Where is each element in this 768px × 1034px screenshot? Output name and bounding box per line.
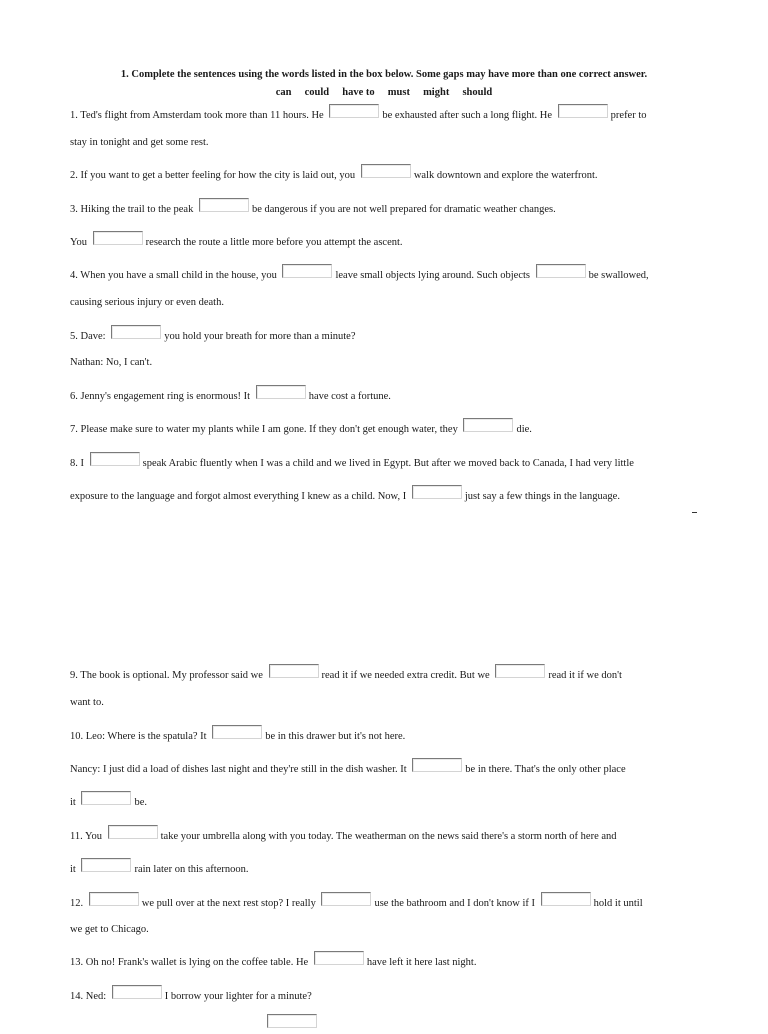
sentence-line	[70, 829, 617, 845]
word-bank: can could have to must might should	[275, 87, 493, 98]
sentence-line	[70, 456, 634, 472]
sentence-text: 7. Please make sure to water my plants while I am gone. If they don't get enough water, they	[70, 424, 461, 435]
sentence-text: Nancy: I just did a load of dishes last night and they're still in the dish washer. It	[70, 764, 410, 775]
sentence-text: read it if we needed extra credit. But we	[321, 670, 493, 681]
sentence-text: 9. The book is optional. My professor said we	[70, 670, 266, 681]
sentence-line	[70, 668, 622, 684]
sentence-text: speak Arabic fluently when I was a child and we lived in Egypt. But after we moved back to Canada, I had very little	[142, 458, 634, 469]
answer-gap-input[interactable]	[112, 985, 162, 999]
sentence-text: use the bathroom and I don't know if I	[374, 898, 538, 909]
sentence-text: 10. Leo: Where is the spatula? It	[70, 731, 210, 742]
sentence-line	[70, 955, 476, 971]
sentence-text: exposure to the language and forgot almost everything I knew as a child. Now, I	[70, 491, 409, 502]
sentence-text: take your umbrella along with you today. The weatherman on the news said there's a storm north of here and	[160, 831, 617, 842]
answer-gap-input[interactable]	[321, 892, 371, 906]
sentence-line	[70, 989, 312, 1005]
sentence-text: research the route a little more before you attempt the ascent.	[145, 237, 403, 248]
sentence-line	[70, 135, 209, 151]
sentence-text: 12.	[70, 898, 86, 909]
sentence-text: it	[70, 797, 79, 808]
sentence-text: 5. Dave:	[70, 331, 109, 342]
sentence-text: it	[70, 864, 79, 875]
sentence-line	[70, 695, 104, 711]
sentence-line	[70, 355, 152, 371]
sentence-text: have left it here last night.	[366, 957, 477, 968]
sentence-line	[264, 1018, 320, 1034]
sentence-line	[70, 922, 149, 938]
sentence-line	[70, 329, 355, 345]
sentence-line	[70, 489, 620, 505]
sentence-text: 6. Jenny's engagement ring is enormous! It	[70, 391, 253, 402]
sentence-text: Nathan: No, I can't.	[70, 357, 153, 368]
answer-gap-input[interactable]	[108, 825, 158, 839]
sentence-text: die.	[516, 424, 532, 435]
sentence-line	[70, 389, 391, 405]
sentence-text: 3. Hiking the trail to the peak	[70, 204, 196, 215]
sentence-text: prefer to	[610, 110, 647, 121]
sentence-text: we get to Chicago.	[70, 924, 149, 935]
sentence-text: rain later on this afternoon.	[134, 864, 249, 875]
sentence-line	[70, 202, 556, 218]
answer-gap-input[interactable]	[412, 485, 462, 499]
sentence-text: You	[70, 237, 90, 248]
answer-gap-input[interactable]	[495, 664, 545, 678]
answer-gap-input[interactable]	[329, 104, 379, 118]
sentence-text: 14. Ned:	[70, 991, 109, 1002]
answer-gap-input[interactable]	[269, 664, 319, 678]
answer-gap-input[interactable]	[111, 325, 161, 339]
answer-gap-input[interactable]	[93, 231, 143, 245]
sentence-text: causing serious injury or even death.	[70, 297, 224, 308]
sentence-text: be in there. That's the only other place	[465, 764, 626, 775]
answer-gap-input[interactable]	[412, 758, 462, 772]
sentence-text: be dangerous if you are not well prepared for dramatic weather changes.	[251, 204, 556, 215]
sentence-text: be exhausted after such a long flight. He	[382, 110, 555, 121]
sentence-line	[70, 108, 647, 124]
sentence-line	[70, 168, 598, 184]
answer-gap-input[interactable]	[558, 104, 608, 118]
answer-gap-input[interactable]	[89, 892, 139, 906]
sentence-text: have cost a fortune.	[308, 391, 391, 402]
sentence-text: be swallowed,	[588, 270, 649, 281]
answer-gap-input[interactable]	[267, 1014, 317, 1028]
sentence-line	[70, 795, 147, 811]
sentence-text: be in this drawer but it's not here.	[265, 731, 406, 742]
answer-gap-input[interactable]	[361, 164, 411, 178]
sentence-text: 13. Oh no! Frank's wallet is lying on the coffee table. He	[70, 957, 311, 968]
sentence-line	[70, 422, 532, 438]
sentence-line	[70, 762, 626, 778]
answer-gap-input[interactable]	[199, 198, 249, 212]
sentence-text: read it if we don't	[548, 670, 622, 681]
answer-gap-input[interactable]	[81, 858, 131, 872]
sentence-text: you hold your breath for more than a minute?	[164, 331, 356, 342]
sentence-text: walk downtown and explore the waterfront.	[413, 170, 598, 181]
sentence-text: 1. Ted's flight from Amsterdam took more than 11 hours. He	[70, 110, 327, 121]
answer-gap-input[interactable]	[282, 264, 332, 278]
answer-gap-input[interactable]	[256, 385, 306, 399]
sentence-text: 11. You	[70, 831, 105, 842]
sentence-line	[70, 268, 649, 284]
sentence-text: stay in tonight and get some rest.	[70, 137, 209, 148]
sentence-text: we pull over at the next rest stop? I really	[141, 898, 319, 909]
sentence-text: leave small objects lying around. Such objects	[335, 270, 533, 281]
sentence-text: hold it until	[593, 898, 643, 909]
answer-gap-input[interactable]	[541, 892, 591, 906]
sentence-line	[70, 235, 403, 251]
answer-gap-input[interactable]	[536, 264, 586, 278]
sentence-text: 4. When you have a small child in the house, you	[70, 270, 280, 281]
sentence-text: 2. If you want to get a better feeling for how the city is laid out, you	[70, 170, 358, 181]
sentence-text: 8. I	[70, 458, 87, 469]
answer-gap-input[interactable]	[212, 725, 262, 739]
answer-gap-input[interactable]	[90, 452, 140, 466]
sentence-text: want to.	[70, 697, 104, 708]
sentence-text: just say a few things in the language.	[464, 491, 620, 502]
sentence-text: be.	[134, 797, 148, 808]
sentence-line	[70, 729, 405, 745]
sentence-line	[70, 295, 224, 311]
exercise-instruction: 1. Complete the sentences using the words listed in the box below. Some gaps may have more than one correct answer.	[120, 69, 648, 80]
sentence-line	[70, 896, 643, 912]
answer-gap-input[interactable]	[463, 418, 513, 432]
stray-dash	[692, 512, 697, 513]
answer-gap-input[interactable]	[314, 951, 364, 965]
answer-gap-input[interactable]	[81, 791, 131, 805]
sentence-text: I borrow your lighter for a minute?	[164, 991, 312, 1002]
sentence-line	[70, 862, 248, 878]
